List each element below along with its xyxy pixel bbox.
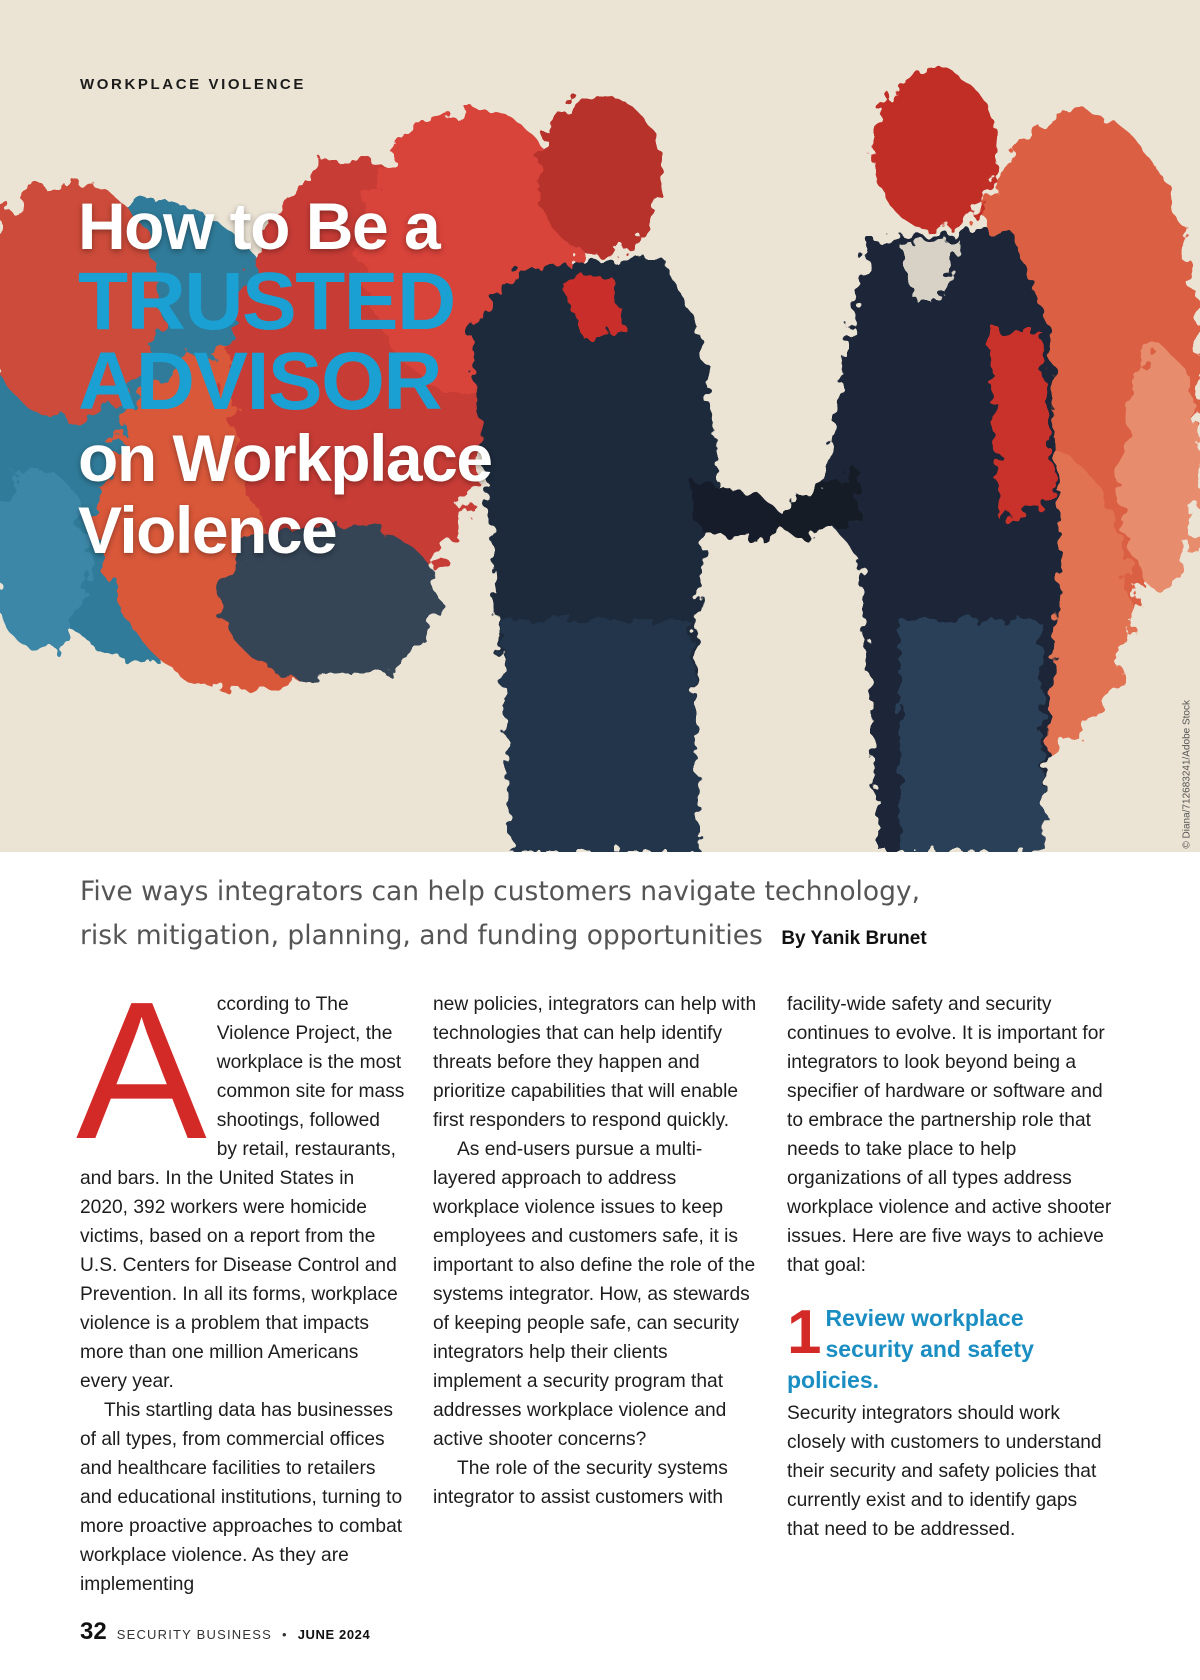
deck-line-2: risk mitigation, planning, and funding opportunities [80,920,763,951]
article-headline [78,190,492,566]
paragraph: As end-users pursue a multi-layered approach to address workplace violence issues to keep employees and customers safe, it is important to also define the role of the systems integrator. How, as stewards of keeping people safe, can security integrators help their clients implement a security program that addresses workplace violence and active shooter concerns? [433,1139,756,1450]
section-label: WORKPLACE VIOLENCE [80,76,306,93]
body-column-3 [787,990,1112,1544]
paragraph-text: ccording to The Violence Project, the workplace is the most common site for mass shootings, followed by retail, restaurants, and bars. In the United States in 2020, 392 workers were homicide victims, based on a report from the U.S. Centers for Disease Control and Prevention. In all its forms, workplace violence is a problem that impacts more than one million Americans every year. [80,994,405,1392]
subhead-number: 1 [787,1298,822,1367]
drop-cap: A [76,961,207,1180]
footer-separator: • [281,1627,288,1642]
photo-credit: © Diana/712683241/Adobe Stock [1182,700,1193,849]
headline-line-2: TRUSTED [78,256,455,347]
headline-line-1: How to Be a [78,189,440,263]
paragraph [76,961,405,1396]
issue-date: JUNE 2024 [297,1627,371,1642]
body-column-1 [76,961,405,1599]
headline-line-4: on Workplace [78,421,492,495]
article-deck [80,870,1140,961]
body-column-2 [433,990,758,1512]
paragraph: new policies, integrators can help with technologies that can help identify threats before they happen and prioritize capabilities that will enable first responders to respond quickly. [433,994,757,1131]
paragraph: This startling data has businesses of all types, from commercial offices and healthcare facilities to retailers and educational institutions, turning to more proactive approaches to combat workplace violence. As they are implementing [80,1400,403,1595]
paragraph: The role of the security systems integrator to assist customers with [433,1458,728,1508]
page-number: 32 [80,1618,107,1645]
deck-line-1: Five ways integrators can help customers navigate technology, [80,876,921,907]
byline: By Yanik Brunet [781,928,927,949]
paragraph: Security integrators should work closely with customers to understand their security and safety policies that currently exist and to identify gaps that need to be addressed. [787,1403,1102,1540]
headline-line-3: ADVISOR [78,336,442,427]
subhead [787,1298,1112,1397]
headline-line-5: Violence [78,493,337,567]
publication-name: SECURITY BUSINESS [116,1627,272,1642]
paragraph: facility-wide safety and security continues to evolve. It is important for integrators to look beyond being a specifier of hardware or software and to embrace the partnership role that needs to take place to help organizations of all types address workplace violence and active shooter issues. Here are five ways to achieve that goal: [787,994,1112,1276]
subhead-text: Review workplace security and safety policies. [787,1305,1034,1393]
page-footer [80,1618,370,1646]
